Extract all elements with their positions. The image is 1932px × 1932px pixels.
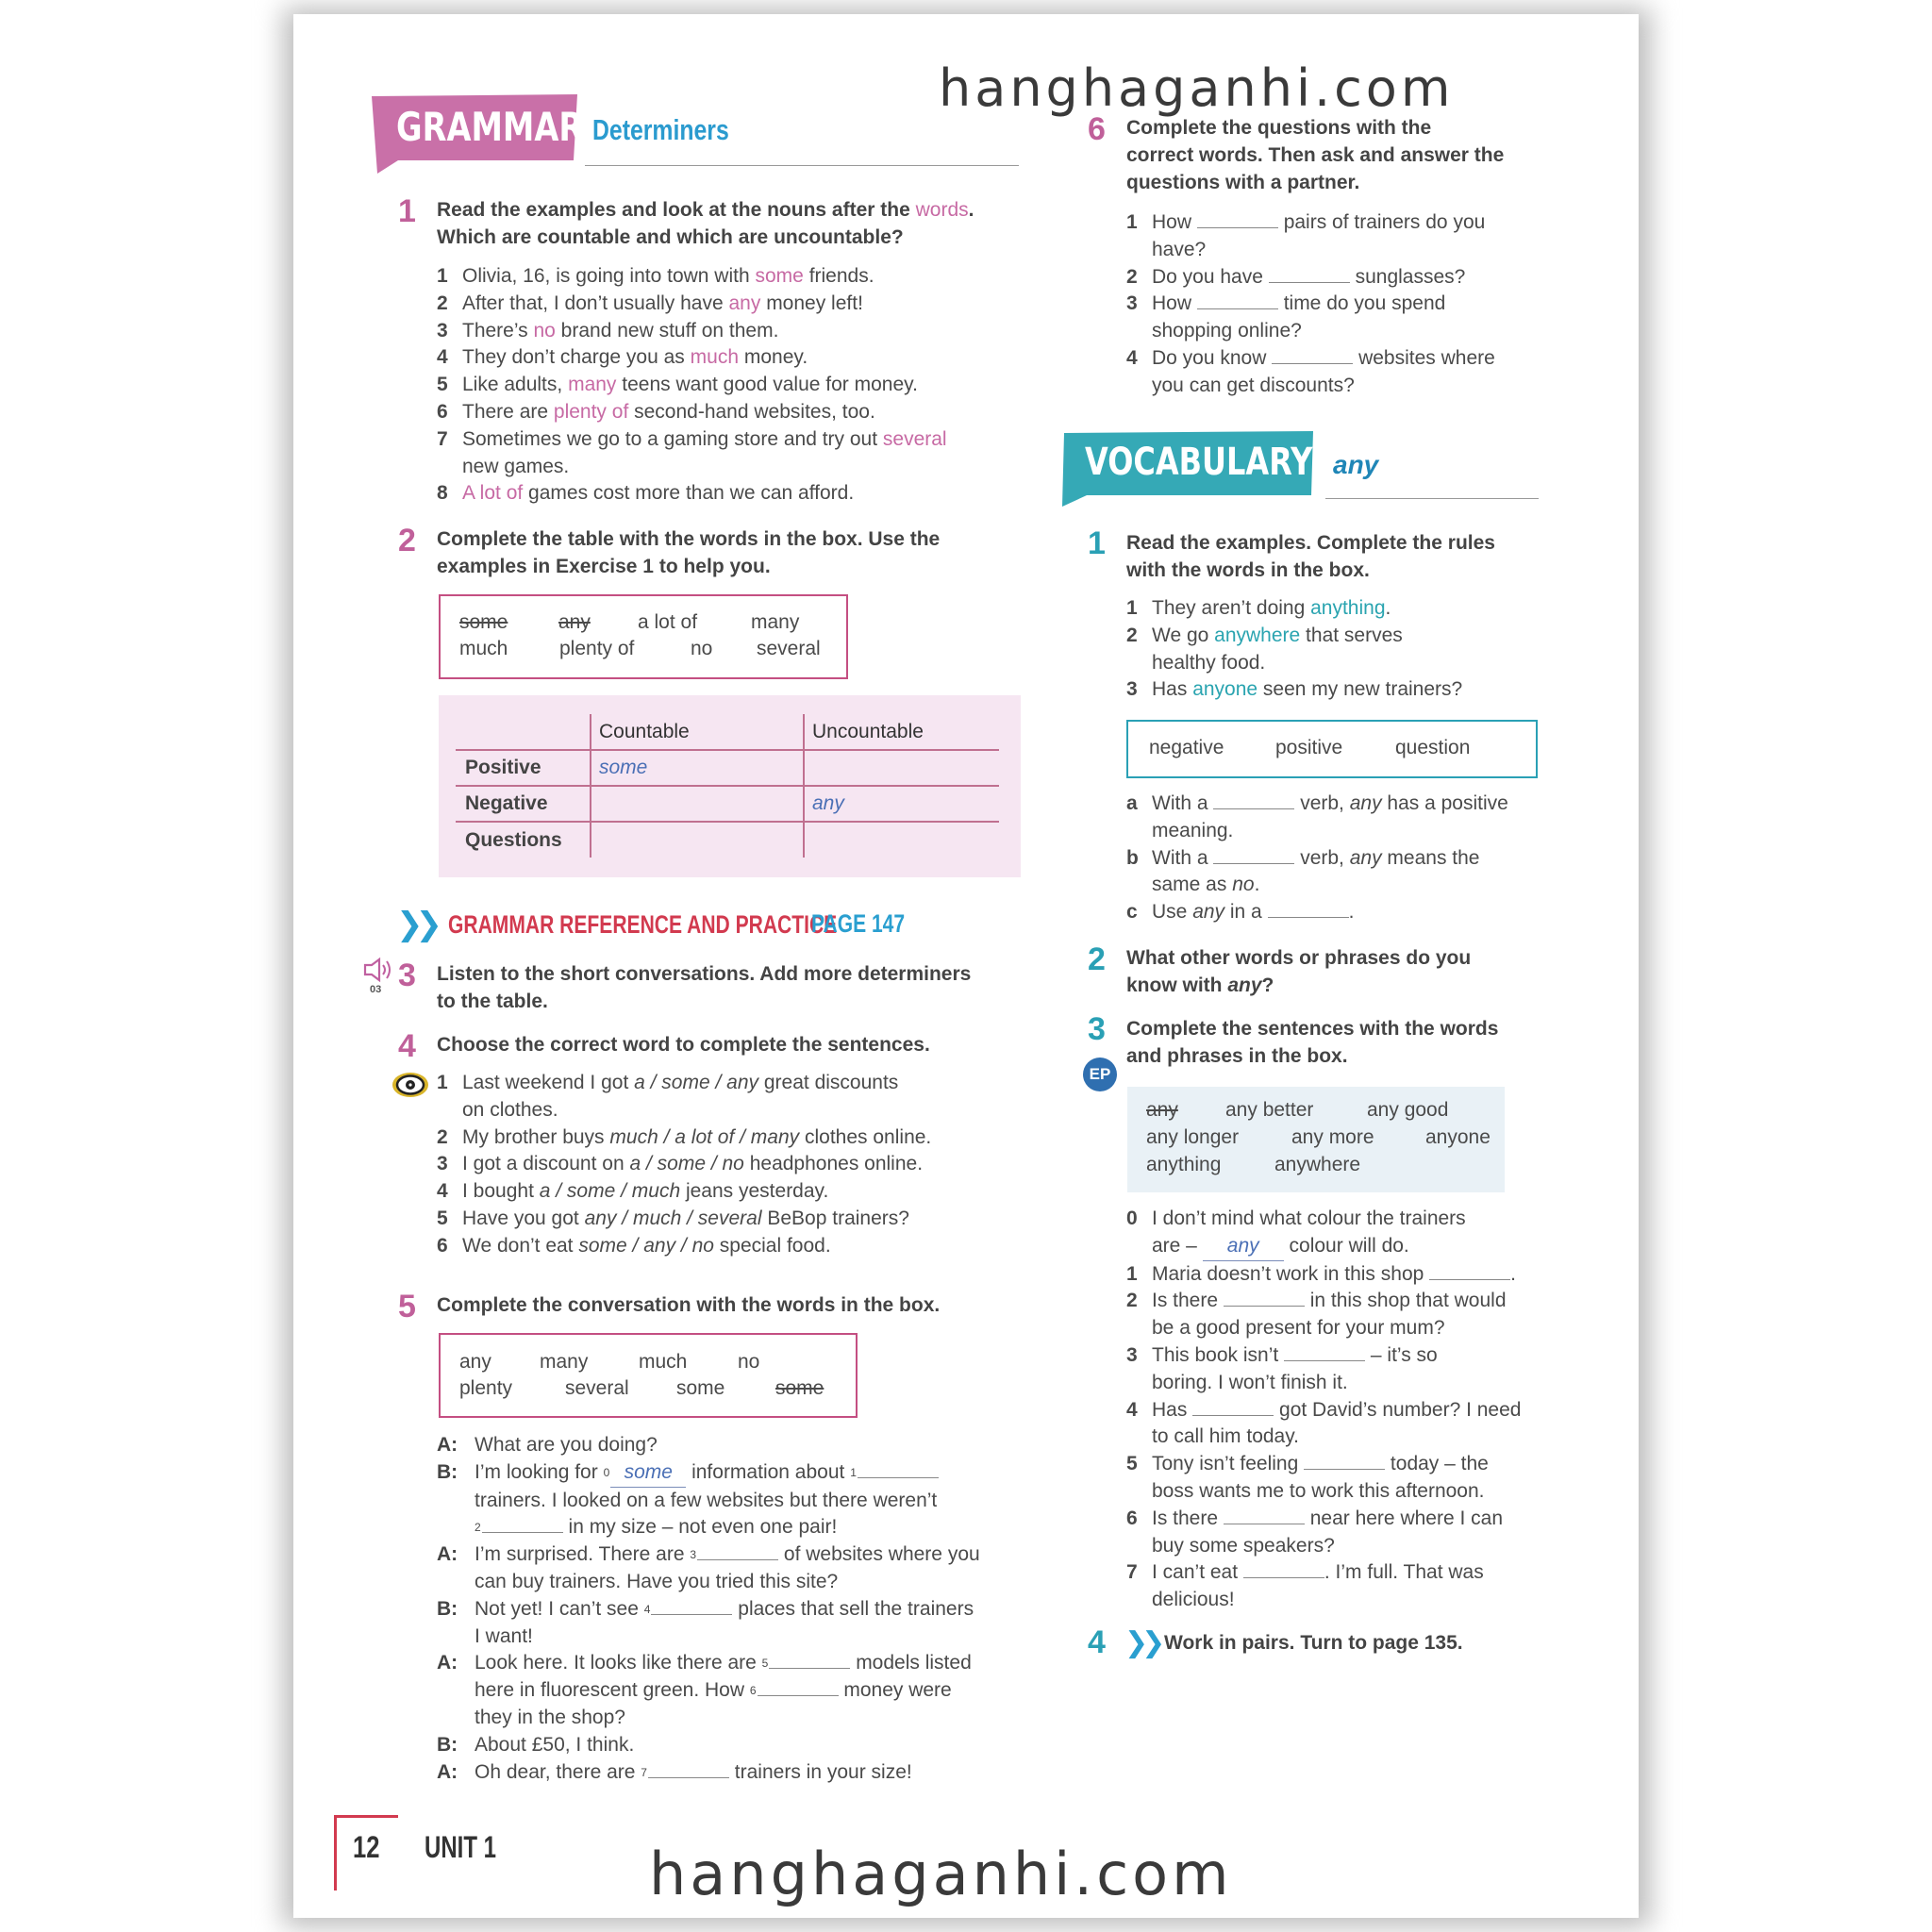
list-item-continuation: healthy food. xyxy=(1152,651,1266,674)
grammar-ex2-instruction: Complete the table with the words in the box. Use the examples in Exercise 1 to help you. xyxy=(437,528,941,577)
footer-corner-mark-vertical xyxy=(334,1815,337,1890)
footer-corner-mark xyxy=(334,1815,398,1818)
vocab-ex4-number: 4 xyxy=(1088,1624,1106,1660)
box-word: question xyxy=(1395,737,1471,758)
list-item-continuation: new games. xyxy=(462,455,570,477)
answer-blank[interactable] xyxy=(758,1678,839,1696)
grammar-ex1-instruction: Read the examples and look at the nouns after the words. Which are countable and which are uncountable? xyxy=(437,199,974,248)
grammar-ex1-list xyxy=(437,263,947,508)
rule-item-continuation: meaning. xyxy=(1152,819,1234,841)
box-word: some xyxy=(676,1377,725,1399)
answer-blank[interactable] xyxy=(769,1651,850,1669)
eye-icon xyxy=(391,1070,430,1100)
list-item-continuation: delicious! xyxy=(1152,1589,1235,1611)
table-row: Negative any xyxy=(456,786,999,822)
example-answer: some xyxy=(610,1459,686,1488)
box-word: many xyxy=(540,1351,589,1373)
list-item: 2 Do you have sunglasses? xyxy=(1126,265,1466,288)
watermark-bottom: hanghaganhi.com xyxy=(649,1840,1233,1908)
list-item: 3 This book isn’t – it’s so xyxy=(1126,1343,1438,1366)
example-answer: any xyxy=(1203,1233,1284,1261)
grammar-ex4-number: 4 xyxy=(398,1028,416,1064)
grammar-rule xyxy=(585,165,1019,166)
list-item-continuation: shopping online? xyxy=(1152,320,1302,342)
box-word: any xyxy=(459,1351,491,1373)
list-item: 3 How time do you spend xyxy=(1126,292,1446,315)
vocab-ex1-number: 1 xyxy=(1088,525,1106,561)
dialogue-line: I want! xyxy=(475,1624,533,1647)
vocab-ex1-instruction: Read the examples. Complete the rules with the words in the box. xyxy=(1126,532,1495,581)
grammar-ex5-number: 5 xyxy=(398,1289,416,1324)
answer-blank[interactable] xyxy=(648,1760,729,1778)
box-word: anything xyxy=(1146,1154,1222,1175)
table-row: Questions xyxy=(456,822,999,858)
box-word: much xyxy=(459,638,508,659)
list-item: 2 My brother buys much / a lot of / many clothes online. xyxy=(437,1125,932,1148)
vocab-ex4-instruction[interactable]: Work in pairs. Turn to page 135. xyxy=(1164,1632,1463,1654)
box-word: some xyxy=(459,611,508,633)
unit-label: UNIT 1 xyxy=(425,1830,497,1864)
list-item-continuation: are – any colour will do. xyxy=(1126,1233,1521,1261)
box-word: a lot of xyxy=(638,611,698,633)
list-item-continuation: be a good present for your mum? xyxy=(1152,1317,1445,1340)
list-item: 5 Like adults, many teens want good value for money. xyxy=(437,374,918,396)
list-item: 2 We go anywhere that serves xyxy=(1126,624,1403,646)
rule-item: a With a verb, any has a positive xyxy=(1126,792,1508,814)
vocab-ex1-list xyxy=(1126,595,1462,704)
vocab-ex1-word-box xyxy=(1126,720,1538,778)
list-item: 4 Do you know websites where xyxy=(1126,346,1495,369)
answer-blank[interactable] xyxy=(1284,1343,1365,1361)
audio-track-number: 03 xyxy=(370,984,382,995)
answer-blank[interactable] xyxy=(1429,1262,1510,1280)
vocabulary-banner-label: VOCABULARY xyxy=(1085,441,1313,484)
grammar-ex1-number: 1 xyxy=(398,193,416,229)
double-chevron-icon: ❯❯ xyxy=(1124,1627,1159,1658)
dialogue-line: trainers. I looked on a few websites but there weren’t xyxy=(475,1489,938,1511)
vocab-ex3-list xyxy=(1126,1206,1521,1614)
box-word: no xyxy=(691,638,713,659)
vocab-ex1-rules xyxy=(1126,791,1508,926)
grammar-ex2-number: 2 xyxy=(398,523,416,558)
grammar-ex5-dialogue xyxy=(437,1432,980,1786)
list-item-continuation: to call him today. xyxy=(1152,1425,1300,1448)
grammar-ex4-instruction: Choose the correct word to complete the sentences. xyxy=(437,1034,930,1056)
page-number: 12 xyxy=(353,1830,380,1864)
answer-blank[interactable] xyxy=(651,1597,732,1615)
box-word: any more xyxy=(1291,1126,1374,1148)
dialogue-line: they in the shop? xyxy=(475,1706,625,1728)
double-chevron-icon: ❯❯ xyxy=(396,907,435,942)
answer-blank[interactable] xyxy=(1304,1452,1385,1470)
box-word: anywhere xyxy=(1274,1154,1361,1175)
box-word: any xyxy=(558,611,591,633)
list-item-continuation: you can get discounts? xyxy=(1152,374,1355,396)
vocab-ex3-number: 3 xyxy=(1088,1011,1106,1047)
list-item: 7 I can’t eat . I’m full. That was xyxy=(1126,1561,1484,1584)
box-word: any xyxy=(1146,1099,1178,1121)
list-item: 2 Is there in this shop that would xyxy=(1126,1290,1507,1312)
vocabulary-subtitle: any xyxy=(1333,450,1379,479)
grammar-subtitle: Determiners xyxy=(592,113,729,146)
box-word: anyone xyxy=(1425,1126,1491,1148)
answer-blank[interactable] xyxy=(1192,1398,1274,1416)
answer-blank[interactable] xyxy=(1197,291,1278,309)
box-word: several xyxy=(565,1377,629,1399)
box-word: any good xyxy=(1367,1099,1449,1121)
grammar-ex2-word-box xyxy=(439,594,848,679)
list-item: 5 Tony isn’t feeling today – the xyxy=(1126,1453,1489,1475)
vocab-ex3-instruction: Complete the sentences with the words and phrases in the box. xyxy=(1126,1018,1499,1067)
answer-blank[interactable] xyxy=(1269,265,1350,283)
list-item-continuation: boring. I won’t finish it. xyxy=(1152,1371,1348,1393)
answer-blank[interactable] xyxy=(858,1460,939,1478)
dialogue-line: A: Look here. It looks like there are $^5$ models listed xyxy=(437,1652,972,1674)
box-word: plenty of xyxy=(559,638,635,659)
dialogue-line: B: About £50, I think. xyxy=(437,1733,635,1756)
grammar-ex6-instruction: Complete the questions with the correct words. Then ask and answer the questions with a partner. xyxy=(1126,117,1505,193)
dialogue-line: $^2$ in my size – not even one pair! xyxy=(475,1516,838,1539)
box-word: several xyxy=(757,638,821,659)
list-item: 3 Has anyone seen my new trainers? xyxy=(1126,678,1463,701)
list-item: 6 We don’t eat some / any / no special food. xyxy=(437,1234,831,1257)
list-item-continuation: on clothes. xyxy=(462,1098,558,1121)
answer-blank[interactable] xyxy=(1268,900,1349,918)
list-item: 0 I don’t mind what colour the trainers xyxy=(1126,1208,1466,1229)
table-header-countable: Countable xyxy=(591,714,804,750)
dialogue-line: can buy trainers. Have you tried this site? xyxy=(475,1570,839,1592)
answer-blank[interactable] xyxy=(1213,846,1294,864)
vocab-ex3-word-box xyxy=(1127,1087,1505,1192)
dialogue-line: B: I’m looking for $^0$ some information about $^1$ xyxy=(437,1459,980,1488)
rule-item-continuation: same as no. xyxy=(1152,874,1260,896)
box-word: plenty xyxy=(459,1377,513,1399)
answer-blank[interactable] xyxy=(1224,1507,1305,1524)
table-row: Positive some xyxy=(456,750,999,786)
rule-item: c Use any in a . xyxy=(1126,901,1355,924)
list-item: 7 Sometimes we go to a gaming store and try out several xyxy=(437,427,947,450)
list-item-continuation: have? xyxy=(1152,238,1207,260)
dialogue-line: B: Not yet! I can’t see $^4$ places that sell the trainers xyxy=(437,1597,974,1620)
answer-blank[interactable] xyxy=(697,1542,778,1560)
vocab-ex2-instruction: What other words or phrases do you know with any? xyxy=(1126,947,1472,996)
box-word: positive xyxy=(1275,737,1343,758)
ep-badge: EP xyxy=(1083,1058,1117,1091)
determiners-table xyxy=(456,714,999,858)
list-item: 2 After that, I don’t usually have any money left! xyxy=(437,291,863,314)
box-word: any better xyxy=(1225,1099,1314,1121)
box-word: negative xyxy=(1149,737,1224,758)
list-item: 1 Last weekend I got a / some / any great discounts xyxy=(437,1072,899,1093)
audio-speaker-icon[interactable] xyxy=(362,957,394,983)
list-item: 6 There are plenty of second-hand websites, too. xyxy=(437,400,875,423)
grammar-reference-link[interactable]: ❯❯ GRAMMAR REFERENCE AND PRACTICE xyxy=(396,907,838,942)
list-item: 1 They aren’t doing anything. xyxy=(1126,597,1391,619)
table-header-uncountable: Uncountable xyxy=(804,714,999,750)
list-item: 6 Is there near here where I can xyxy=(1126,1507,1503,1529)
list-item: 5 Have you got any / much / several BeBop trainers? xyxy=(437,1207,909,1229)
rule-item: b With a verb, any means the xyxy=(1126,846,1480,869)
list-item: 4 They don’t charge you as much money. xyxy=(437,346,808,369)
grammar-ex4-list xyxy=(437,1070,931,1260)
list-item-continuation: buy some speakers? xyxy=(1152,1534,1335,1557)
dialogue-line: here in fluorescent green. How $^6$ money were xyxy=(475,1679,952,1702)
list-item: 4 Has got David’s number? I need xyxy=(1126,1398,1522,1421)
grammar-reference-page[interactable]: PAGE 147 xyxy=(811,909,906,938)
table-header-empty xyxy=(456,714,591,750)
box-word: any longer xyxy=(1146,1126,1240,1148)
answer-blank[interactable] xyxy=(482,1515,563,1533)
watermark-top: hanghaganhi.com xyxy=(939,58,1455,118)
list-item: 1 Olivia, 16, is going into town with some friends. xyxy=(437,265,874,287)
list-item: 3 There’s no brand new stuff on them. xyxy=(437,319,779,341)
grammar-ex6-number: 6 xyxy=(1088,111,1106,147)
vocab-ex2-number: 2 xyxy=(1088,941,1106,977)
list-item: 8 A lot of games cost more than we can afford. xyxy=(437,482,855,505)
grammar-ex5-instruction: Complete the conversation with the words in the box. xyxy=(437,1294,941,1316)
vocabulary-rule xyxy=(1325,498,1539,499)
answer-blank[interactable] xyxy=(1213,791,1294,809)
list-item: 3 I got a discount on a / some / no headphones online. xyxy=(437,1153,924,1175)
answer-blank[interactable] xyxy=(1272,346,1353,364)
answer-blank[interactable] xyxy=(1224,1289,1305,1307)
answer-blank[interactable] xyxy=(1197,210,1278,228)
grammar-ex5-word-box xyxy=(439,1333,858,1418)
box-word: much xyxy=(639,1351,688,1373)
list-item: 1 How pairs of trainers do you xyxy=(1126,211,1486,233)
dialogue-line: A: What are you doing? xyxy=(437,1434,658,1456)
grammar-ex2-table-panel xyxy=(439,695,1021,877)
box-word: no xyxy=(738,1351,760,1373)
dialogue-line: A: I’m surprised. There are $^3$ of websites where you xyxy=(437,1543,980,1566)
grammar-ex3-instruction: Listen to the short conversations. Add more determiners to the table. xyxy=(437,963,972,1012)
answer-blank[interactable] xyxy=(1243,1560,1324,1578)
dialogue-line: A: Oh dear, there are $^7$ trainers in your size! xyxy=(437,1760,912,1783)
grammar-ex6-list xyxy=(1126,209,1495,400)
box-word: some xyxy=(775,1377,824,1399)
grammar-ex3-number: 3 xyxy=(398,958,416,993)
list-item: 1 Maria doesn’t work in this shop . xyxy=(1126,1262,1516,1285)
list-item: 4 I bought a / some / much jeans yesterday. xyxy=(437,1180,829,1203)
list-item-continuation: boss wants me to work this afternoon. xyxy=(1152,1479,1485,1502)
grammar-banner-label: GRAMMAR xyxy=(396,104,584,150)
box-word: many xyxy=(751,611,800,633)
